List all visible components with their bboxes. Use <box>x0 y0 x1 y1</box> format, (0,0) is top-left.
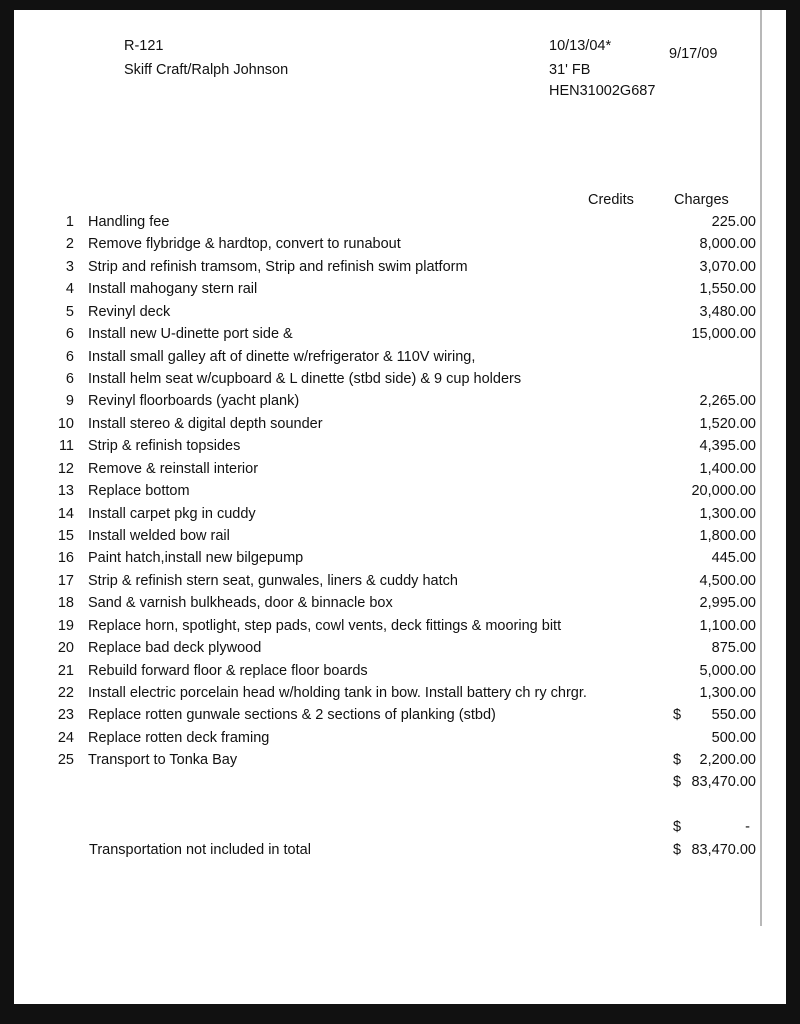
line-item-amount: 1,550.00 <box>699 281 756 298</box>
subtotal-currency: $ <box>673 774 682 790</box>
line-item-description: Install helm seat w/cupboard & L dinette (stbd side) & 9 cup holders <box>88 371 522 387</box>
line-item-row <box>14 325 786 345</box>
line-item-description: Install small galley aft of dinette w/refrigerator & 110V wiring, <box>88 348 476 365</box>
line-item-number: 3 <box>65 258 74 275</box>
line-item-row <box>14 280 786 300</box>
line-item-amount: 2,995.00 <box>699 595 756 612</box>
line-item-amount: 445.00 <box>711 550 756 567</box>
line-item-row <box>14 729 786 749</box>
page-edge-rule <box>760 10 762 926</box>
line-item-description: Replace bottom <box>88 483 190 500</box>
line-item-row <box>14 437 786 457</box>
line-item-row <box>14 617 786 637</box>
line-item-amount: 15,000.00 <box>691 326 756 343</box>
line-item-description: Replace rotten deck framing <box>88 729 270 746</box>
line-item-number: 11 <box>58 438 74 455</box>
line-item-amount: 8,000.00 <box>699 236 756 253</box>
line-item-amount: 5,000.00 <box>699 662 756 679</box>
credit-amount: - <box>745 819 750 835</box>
line-item-number: 18 <box>57 595 74 612</box>
line-item-row <box>14 415 786 435</box>
line-item-row <box>14 392 786 412</box>
line-item-description: Install carpet pkg in cuddy <box>88 505 256 522</box>
charges-column-header: Charges <box>674 192 729 208</box>
hull-id: HEN31002G687 <box>549 83 656 99</box>
line-item-row <box>14 235 786 255</box>
total-currency: $ <box>673 842 682 858</box>
line-item-number: 12 <box>57 460 74 477</box>
line-item-row <box>14 594 786 614</box>
reference-number: R-121 <box>124 38 164 54</box>
line-item-number: 22 <box>57 685 74 702</box>
credit-currency: $ <box>673 819 682 835</box>
line-item-description: Strip and refinish tramsom, Strip and refinish swim platform <box>88 258 468 275</box>
line-item-amount: 2,265.00 <box>699 393 756 410</box>
line-item-number: 20 <box>57 640 74 657</box>
line-item-amount: 3,070.00 <box>699 258 756 275</box>
line-item-amount: 1,100.00 <box>699 617 756 634</box>
line-item-number: 25 <box>57 752 74 769</box>
line-item-number: 6 <box>65 326 74 343</box>
line-item-description: Paint hatch,install new bilgepump <box>88 550 304 567</box>
line-item-amount: 1,400.00 <box>699 460 756 477</box>
line-item-amount: 225.00 <box>711 214 756 230</box>
total-label: Transportation not included in total <box>89 842 311 858</box>
line-item-number: 23 <box>57 707 74 724</box>
line-item-number: 6 <box>65 371 74 387</box>
line-item-amount: 4,395.00 <box>699 438 756 455</box>
line-item-number: 17 <box>57 572 74 589</box>
line-item-row <box>14 460 786 480</box>
line-item-amount: 1,300.00 <box>699 505 756 522</box>
line-item-row <box>14 258 786 278</box>
line-item-currency: $ <box>673 752 682 769</box>
credit-row <box>14 818 786 838</box>
line-item-description: Handling fee <box>88 214 170 230</box>
line-item-amount: 1,520.00 <box>699 415 756 432</box>
line-item-number: 19 <box>57 617 74 634</box>
line-item-description: Revinyl deck <box>88 303 171 320</box>
line-item-description: Rebuild forward floor & replace floor boards <box>88 662 368 679</box>
line-item-description: Strip & refinish stern seat, gunwales, liners & cuddy hatch <box>88 572 458 589</box>
line-item-number: 14 <box>57 505 74 522</box>
line-item-row <box>14 706 786 726</box>
line-item-description: Transport to Tonka Bay <box>88 752 238 769</box>
line-item-row <box>14 572 786 592</box>
line-item-number: 10 <box>57 415 74 432</box>
line-item-description: Replace horn, spotlight, step pads, cowl vents, deck fittings & mooring bitt <box>88 617 562 634</box>
line-item-description: Remove & reinstall interior <box>88 460 259 477</box>
line-item-description: Replace bad deck plywood <box>88 640 262 657</box>
line-item-description: Install new U-dinette port side & <box>88 326 293 343</box>
credits-column-header: Credits <box>588 192 634 208</box>
line-item-row <box>14 662 786 682</box>
line-item-number: 13 <box>57 483 74 500</box>
line-item-row <box>14 549 786 569</box>
document-page <box>14 10 786 1004</box>
line-item-number: 4 <box>65 281 74 298</box>
line-item-row <box>14 639 786 659</box>
line-item-amount: 875.00 <box>711 640 756 657</box>
line-item-description: Install electric porcelain head w/holding tank in bow. Install battery ch ry chrgr. <box>88 685 587 702</box>
line-item-description: Install stereo & digital depth sounder <box>88 415 323 432</box>
line-item-currency: $ <box>673 707 682 724</box>
line-item-row <box>14 348 786 368</box>
line-item-number: 5 <box>65 303 74 320</box>
line-item-row <box>14 505 786 525</box>
document-date: 9/17/09 <box>669 46 718 62</box>
line-item-amount: 1,800.00 <box>699 528 756 545</box>
line-item-description: Install mahogany stern rail <box>88 281 258 298</box>
line-item-amount: 1,300.00 <box>699 685 756 702</box>
line-item-row <box>14 213 786 233</box>
line-item-description: Strip & refinish topsides <box>88 438 241 455</box>
line-item-row <box>14 303 786 323</box>
line-item-amount: 4,500.00 <box>699 572 756 589</box>
boat-model: 31' FB <box>549 62 591 78</box>
subtotal-amount: 83,470.00 <box>691 774 756 790</box>
subtotal-row <box>14 773 786 793</box>
line-item-number: 15 <box>57 528 74 545</box>
line-item-number: 2 <box>65 236 74 253</box>
line-item-row <box>14 684 786 704</box>
line-item-number: 6 <box>65 348 74 365</box>
line-item-amount: 20,000.00 <box>691 483 756 500</box>
line-item-description: Sand & varnish bulkheads, door & binnacle box <box>88 595 393 612</box>
line-item-description: Install welded bow rail <box>88 528 230 545</box>
line-item-description: Remove flybridge & hardtop, convert to runabout <box>88 236 401 253</box>
line-item-number: 1 <box>65 214 74 230</box>
total-row <box>14 841 786 861</box>
line-item-row <box>14 482 786 502</box>
line-item-amount: 2,200.00 <box>699 752 756 769</box>
line-item-amount: 3,480.00 <box>699 303 756 320</box>
client-name: Skiff Craft/Ralph Johnson <box>124 62 289 78</box>
line-item-number: 24 <box>57 729 74 746</box>
line-item-row <box>14 370 786 390</box>
line-item-description: Revinyl floorboards (yacht plank) <box>88 393 300 410</box>
original-date: 10/13/04* <box>549 38 612 54</box>
line-item-number: 9 <box>65 393 74 410</box>
line-item-row <box>14 751 786 771</box>
line-item-number: 16 <box>57 550 74 567</box>
total-amount: 83,470.00 <box>691 842 756 858</box>
line-item-row <box>14 527 786 547</box>
line-item-amount: 550.00 <box>711 707 756 724</box>
line-item-number: 21 <box>57 662 74 679</box>
line-item-description: Replace rotten gunwale sections & 2 sections of planking (stbd) <box>88 707 496 724</box>
line-item-amount: 500.00 <box>711 729 756 746</box>
